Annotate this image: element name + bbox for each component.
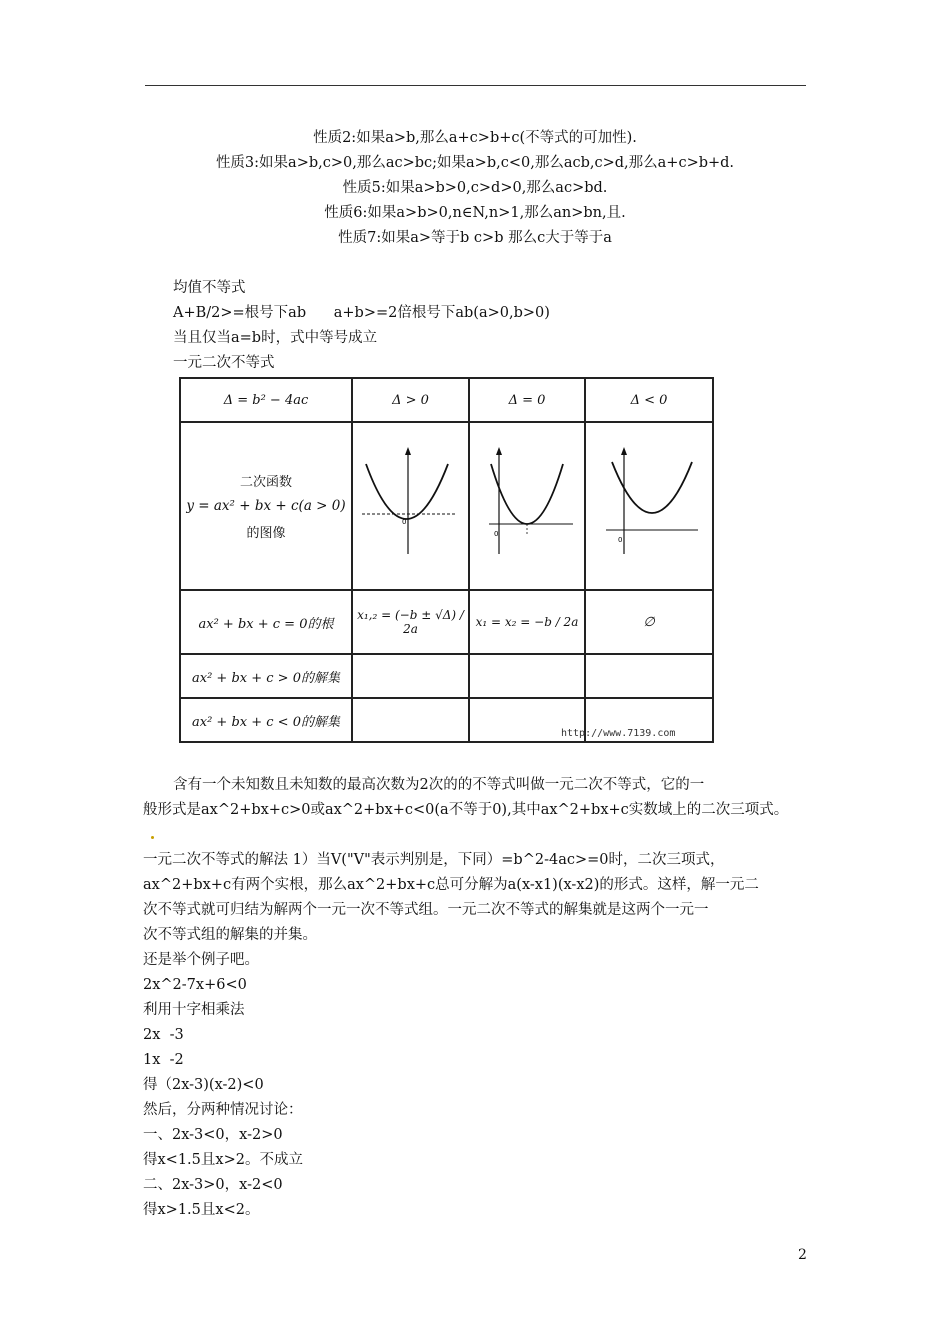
example-line: 得x<1.5且x>2。不成立 [143,1152,303,1168]
definition-line-2: 般形式是ax^2+bx+c>0或ax^2+bx+c<0(a不等于0),其中ax^2+bx+c实数域上的二次三项式。 [143,802,789,818]
graph-label-line2: y = ax² + bx + c(a > 0) [186,498,346,514]
definition-line-1: 含有一个未知数且未知数的最高次数为2次的的不等式叫做一元二次不等式，它的一 [173,777,705,793]
example-line: 利用十字相乘法 [143,1002,245,1018]
header-zero: Δ = 0 [469,378,585,422]
svg-text:0: 0 [618,536,623,544]
example-line: 一、2x-3<0，x-2>0 [143,1127,283,1143]
property-2: 性质2:如果a>b,那么a+c>b+c(不等式的可加性). [313,130,637,146]
mean-inequality-title: 均值不等式 [173,280,246,296]
example-line: 然后，分两种情况讨论： [143,1102,303,1118]
graph-label-cell [180,422,352,590]
example-line: 二、2x-3>0，x-2<0 [143,1177,283,1193]
stray-dot [151,836,154,839]
example-line: 得x>1.5且x<2。 [143,1202,260,1218]
solution-line-2: ax^2+bx+c有两个实根，那么ax^2+bx+c总可分解为a(x-x1)(x-x2)的形式。这样，解一元二 [143,877,759,893]
positive-solution-cell-2 [469,654,585,698]
example-line: 2x -3 [143,1027,184,1043]
example-line: 得（2x-3)(x-2)<0 [143,1077,264,1093]
positive-solution-cell-1 [352,654,469,698]
example-line: 1x -2 [143,1052,184,1068]
negative-solution-cell-1 [352,698,469,742]
watermark-url: http://www.7139.com [561,728,676,739]
mean-inequality-formula: A+B/2>=根号下ab a+b>=2倍根号下ab(a>0,b>0) [173,305,550,321]
header-positive: Δ > 0 [352,378,469,422]
graph-one-root [469,422,585,590]
page-number: 2 [798,1247,807,1263]
header-rule [145,85,806,86]
roots-two: x₁,₂ = (−b ± √Δ) / 2a [352,590,469,654]
property-3: 性质3:如果a>b,c>0,那么ac>bc;如果a>b,c<0,那么acb,c>d,那么a+c>b+d. [215,155,735,171]
graph-no-root [585,422,713,590]
quadratic-inequality-title: 一元二次不等式 [173,355,275,371]
example-line: 还是举个例子吧。 [143,952,259,968]
roots-empty: ∅ [585,590,713,654]
example-line: 2x^2-7x+6<0 [143,977,247,993]
roots-double: x₁ = x₂ = −b / 2a [469,590,585,654]
property-5: 性质5:如果a>b>0,c>d>0,那么ac>bd. [342,180,608,196]
roots-label: ax² + bx + c = 0的根 [180,590,352,654]
header-negative: Δ < 0 [585,378,713,422]
svg-text:0: 0 [494,530,499,538]
positive-solution-label: ax² + bx + c > 0的解集 [180,654,352,698]
parabola-two-roots-graph [356,444,466,564]
solution-line-1: 一元二次不等式的解法 1）当V("V"表示判别是，下同）=b^2-4ac>=0时，二次三项式， [143,852,725,868]
svg-text:0: 0 [401,518,406,526]
positive-solution-cell-3 [585,654,713,698]
graph-label-line3: 的图像 [246,526,286,541]
parabola-one-root-graph [477,444,577,564]
mean-equality-condition: 当且仅当a=b时，式中等号成立 [173,330,378,346]
quadratic-table [179,377,712,741]
property-6: 性质6:如果a>b>0,n∈N,n>1,那么an>bn,且. [324,205,626,221]
negative-solution-label: ax² + bx + c < 0的解集 [180,698,352,742]
solution-line-3: 次不等式就可归结为解两个一元一次不等式组。一元二次不等式的解集就是这两个一元一 [143,902,709,918]
graph-two-roots [352,422,469,590]
property-7: 性质7:如果a>等于b c>b 那么c大于等于a [338,230,612,246]
solution-line-4: 次不等式组的解集的并集。 [143,927,317,943]
parabola-no-root-graph [594,444,704,564]
graph-label-line1: 二次函数 [239,475,292,490]
header-discriminant: Δ = b² − 4ac [180,378,352,422]
